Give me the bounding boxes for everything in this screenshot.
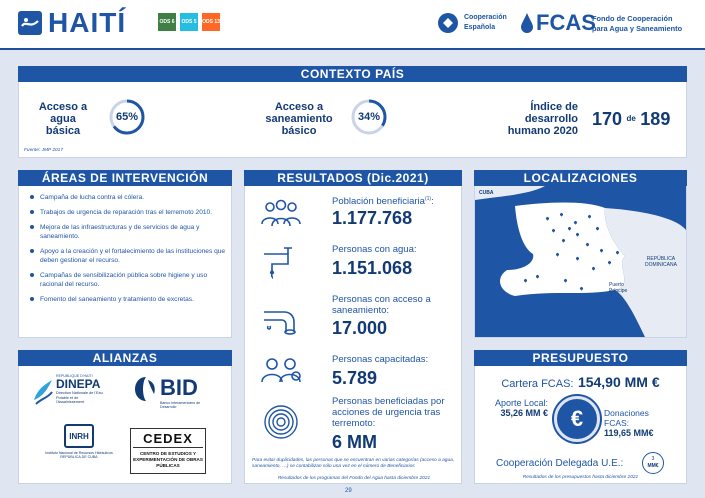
map-label-capital-1: Puerto xyxy=(609,282,624,288)
cartera-row xyxy=(478,374,683,392)
inrh-country: REPÚBLICA DE CUBA xyxy=(60,455,98,460)
presupuesto-title: PRESUPUESTO xyxy=(474,350,687,366)
delegada-circle xyxy=(642,452,664,474)
dinepa-logo xyxy=(32,374,112,416)
bid-logo xyxy=(134,376,214,416)
map-label-rd-2: DOMINICANA xyxy=(645,262,677,268)
country-title: HAITÍ xyxy=(48,7,127,38)
cedex-sub: CENTRO DE ESTUDIOS Y EXPERIMENTACIÓN DE OBRAS PÚBLICAS xyxy=(133,451,203,468)
saneamiento-label-2: saneamiento xyxy=(265,113,333,125)
fcas-abbr: FCAS xyxy=(536,10,596,35)
cedex-logo xyxy=(130,428,206,474)
alianzas-title: ALIANZAS xyxy=(18,350,232,366)
list-item: Campaña de lucha contra el cólera. xyxy=(30,193,226,202)
trained-people-icon xyxy=(258,354,304,386)
contexto-title: CONTEXTO PAÍS xyxy=(18,66,687,82)
donaciones-label-2: FCAS: xyxy=(604,418,630,428)
saneamiento-result-label: Personas con acceso a saneamiento: xyxy=(332,294,431,316)
agua-value: 65% xyxy=(115,111,139,123)
map-label-rd-1: REPÚBLICA xyxy=(646,256,676,262)
inrh-logo xyxy=(44,424,114,476)
map-label-capital-2: Príncipe xyxy=(609,288,628,294)
list-item: Trabajos de urgencia de reparación tras el terremoto 2010. xyxy=(30,208,226,217)
map-label-rd xyxy=(645,256,677,268)
euro-symbol: € xyxy=(570,406,584,431)
dinepa-top: REPUBLIQUE D'HAITI xyxy=(56,374,93,378)
poblacion-footnote-mark: (1) xyxy=(424,196,432,202)
capacitadas-label: Personas capacitadas: xyxy=(332,354,429,365)
cartera-label: Cartera FCAS: xyxy=(501,378,574,390)
earthquake-icon xyxy=(260,402,302,442)
fcas-drop-icon xyxy=(520,12,534,34)
bid-emblem-icon xyxy=(134,376,158,402)
page-number: 29 xyxy=(345,488,352,494)
idh-value xyxy=(592,108,670,132)
poblacion-label: Población beneficiaria$^{(1)}$: xyxy=(332,196,434,208)
donaciones-label-1: Donaciones xyxy=(604,408,649,418)
aporte-block xyxy=(482,398,548,418)
bid-sub: Banco Interamericano de Desarrollo xyxy=(160,401,201,410)
donaciones-value: 119,65 MM€ xyxy=(604,428,654,438)
inrh-emblem-icon xyxy=(64,424,94,448)
idh-de: de xyxy=(626,114,636,123)
idh-label xyxy=(492,101,578,137)
idh-rank: 170 xyxy=(592,109,623,129)
list-item: Mejora de las infraestructuras y de servicios de agua y saneamiento. xyxy=(30,223,226,241)
inrh-name: INRH xyxy=(69,431,89,441)
agua-ring xyxy=(108,98,146,136)
saneamiento-label xyxy=(258,101,340,137)
poblacion-label-text: Población beneficiaria xyxy=(332,196,425,208)
agua-result-value: 1.151.068 xyxy=(332,258,413,278)
map xyxy=(475,186,686,337)
resultados-footnote-2: Resultados de los programas del Fondo del Agua hasta diciembre 2021 xyxy=(277,476,431,481)
map-label-capital xyxy=(609,282,627,294)
list-item: Fomento del saneamiento y tratamiento de excretas. xyxy=(30,295,226,304)
sdg-badge-13: ODS 13 xyxy=(202,13,220,31)
saneamiento-label-1: Acceso a xyxy=(274,101,324,113)
people-group-icon xyxy=(258,198,304,230)
donaciones-block xyxy=(604,408,684,438)
saneamiento-ring xyxy=(350,98,388,136)
header xyxy=(0,0,705,50)
agua-label-1: Acceso a xyxy=(38,101,88,113)
localizaciones-title: LOCALIZACIONES xyxy=(474,170,687,186)
cooperacion-logo-icon xyxy=(437,12,459,34)
map-label-cuba: CUBA xyxy=(479,190,494,196)
agua-label-2: agua xyxy=(50,113,76,125)
cooperacion-line2: Española xyxy=(464,24,496,31)
areas-list xyxy=(30,193,226,310)
fcas-line1: Fondo de Cooperación xyxy=(592,14,673,23)
resultados-title: RESULTADOS (Dic.2021) xyxy=(244,170,462,186)
delegada-circle-1: 3 xyxy=(651,456,655,462)
sanitation-pipe-icon xyxy=(258,292,304,336)
cooperacion-line1: Cooperación xyxy=(464,14,507,21)
bid-name: BID xyxy=(160,375,198,400)
saneamiento-result-value: 17.000 xyxy=(332,318,388,338)
saneamiento-label-3: básico xyxy=(281,125,317,137)
cedex-name: CEDEX xyxy=(133,431,203,448)
delegada-circle-2: MM€ xyxy=(647,463,659,469)
aporte-value: 35,26 MM € xyxy=(500,408,548,418)
idh-label-1: Índice de xyxy=(530,101,578,113)
resultados-footnote: Para evitar duplicidades, las personas que se encuentran en varias categorías (acceso a agua, saneamiento, …) se contabilizan sólo una vez en el número de Beneficiarios xyxy=(252,458,455,469)
delegada-label: Cooperación Delegada U.E.: xyxy=(496,458,624,469)
list-item: Apoyo a la creación y el fortalecimiento de las instituciones que deben gestionar el recurso. xyxy=(30,247,226,265)
euro-coin-icon xyxy=(554,396,600,442)
sdg-badge-5: ODS 5 xyxy=(180,13,198,31)
water-tap-icon xyxy=(258,240,304,280)
idh-total: 189 xyxy=(640,109,671,129)
agua-label-3: básica xyxy=(45,125,81,137)
haiti-logo-icon xyxy=(18,11,42,35)
aporte-label: Aporte Local: xyxy=(494,398,548,408)
dinepa-name: DINEPA xyxy=(56,377,101,391)
areas-title: ÁREAS DE INTERVENCIÓN xyxy=(18,170,232,186)
dinepa-sub: Direction Nationale de l'Eau Potable et de l'Assainissement xyxy=(56,391,103,405)
urgencia-value: 6 MM xyxy=(332,432,377,452)
dinepa-wave-icon xyxy=(32,378,54,406)
fcas-line2: para Agua y Saneamiento xyxy=(592,24,683,33)
contexto-source: Fuente: JMP 2017 xyxy=(24,148,64,153)
list-item: Campañas de sensibilización pública sobre higiene y uso racional del recurso. xyxy=(30,271,226,289)
idh-label-3: humano 2020 xyxy=(507,125,578,137)
capacitadas-value: 5.789 xyxy=(332,368,378,388)
agua-result-label: Personas con agua: xyxy=(332,244,417,255)
agua-label xyxy=(30,101,96,137)
urgencia-label: Personas beneficiadas por acciones de urgencia tras terremoto: xyxy=(332,396,445,429)
presupuesto-footnote: Resultados de los presupuestos hasta diciembre 2021 xyxy=(522,475,639,480)
idh-label-2: desarrollo xyxy=(524,113,578,125)
saneamiento-value: 34% xyxy=(357,111,381,123)
poblacion-value: 1.177.768 xyxy=(332,208,413,228)
sdg-badge-6: ODS 6 xyxy=(158,13,176,31)
cartera-value: 154,90 MM € xyxy=(577,374,660,390)
inrh-sub: Instituto Nacional de Recursos Hidráulicos xyxy=(45,451,113,455)
